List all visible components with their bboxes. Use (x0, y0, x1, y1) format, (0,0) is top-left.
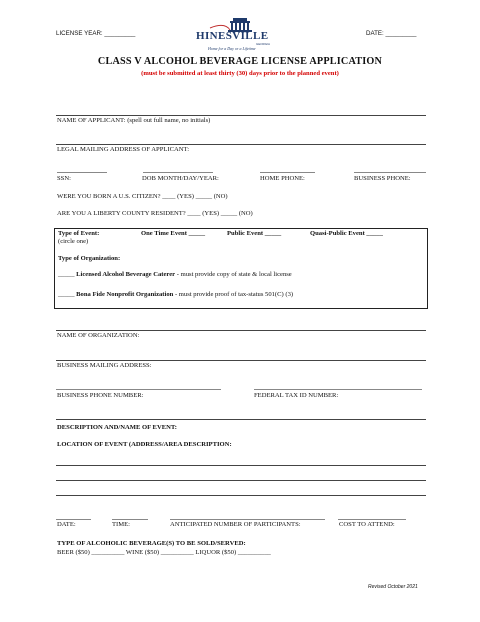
logo-tagline: Home for a Day or a Lifetime (208, 46, 256, 51)
location-line[interactable] (56, 465, 426, 466)
cost-line[interactable] (338, 519, 406, 520)
organization-type-label: Type of Organization: (58, 255, 121, 262)
divider (56, 360, 426, 361)
city-logo (190, 16, 290, 56)
beverage-type-heading: TYPE OF ALCOHOLIC BEVERAGE(S) TO BE SOLD/SERVED: (57, 540, 246, 547)
business-phone-line[interactable] (354, 172, 426, 173)
license-year-field[interactable]: LICENSE YEAR: _________ (56, 30, 136, 37)
caterer-note: - must provide copy of state & local license (175, 271, 292, 278)
divider (56, 144, 426, 145)
event-type-box (54, 228, 428, 309)
event-time-line[interactable] (112, 519, 148, 520)
participants-line[interactable] (170, 519, 325, 520)
circle-one-note: (circle one) (58, 238, 89, 245)
nonprofit-option[interactable] (58, 291, 293, 298)
caterer-blank: _____ (58, 271, 77, 278)
nonprofit-label: Bona Fide Nonprofit Organization (76, 291, 174, 298)
divider (56, 115, 426, 116)
location-line[interactable] (56, 495, 426, 496)
business-phone-number-line[interactable] (56, 389, 221, 390)
us-citizen-question[interactable]: WERE YOU BORN A U.S. CITIZEN? ____ (YES) _____ (NO) (57, 193, 228, 200)
ssn-line[interactable] (57, 172, 107, 173)
business-phone-label: BUSINESS PHONE: (354, 175, 411, 182)
applicant-name-field[interactable]: NAME OF APPLICANT: (spell out full name, no initials) (57, 117, 211, 124)
caterer-label: Licensed Alcohol Beverage Caterer (76, 271, 176, 278)
beverage-options[interactable]: BEER ($50) __________ WINE ($50) __________ LIQUOR ($50) __________ (57, 549, 271, 556)
event-type-label: Type of Event: (58, 230, 100, 237)
federal-tax-id-line[interactable] (254, 389, 422, 390)
date-field[interactable]: DATE: _________ (366, 30, 417, 37)
event-date-line[interactable] (56, 519, 91, 520)
one-time-event-option[interactable]: One Time Event _____ (141, 230, 206, 237)
nonprofit-blank: _____ (58, 291, 77, 298)
quasi-public-event-option[interactable]: Quasi-Public Event _____ (310, 230, 383, 237)
ssn-label: SSN: (57, 175, 71, 182)
applicant-mailing-field[interactable]: LEGAL MAILING ADDRESS OF APPLICANT: (57, 146, 190, 153)
divider (56, 419, 426, 420)
event-time-label: TIME: (112, 521, 130, 528)
federal-tax-id-label: FEDERAL TAX ID NUMBER: (254, 392, 339, 399)
business-phone-number-label: BUSINESS PHONE NUMBER: (57, 392, 144, 399)
divider (56, 330, 426, 331)
revised-date: Revised October 2021 (368, 584, 418, 590)
dob-line[interactable] (143, 172, 213, 173)
nonprofit-note: - must provide proof of tax-status 501(C) (3) (173, 291, 294, 298)
logo-text: HINESVILLE (196, 30, 269, 42)
event-location-field[interactable]: LOCATION OF EVENT (ADDRESS/AREA DESCRIPTION: (57, 441, 232, 448)
event-description-field[interactable]: DESCRIPTION AND/NAME OF EVENT: (57, 424, 177, 431)
location-line[interactable] (56, 480, 426, 481)
logo-sub: GEORGIA (256, 42, 271, 46)
dob-label: DOB MONTH/DAY/YEAR: (142, 175, 219, 182)
page-subtitle: (must be submitted at least thirty (30) days prior to the planned event) (141, 70, 339, 77)
home-phone-line[interactable] (260, 172, 315, 173)
business-mailing-field[interactable]: BUSINESS MAILING ADDRESS: (57, 362, 152, 369)
organization-name-field[interactable]: NAME OF ORGANIZATION: (57, 332, 140, 339)
home-phone-label: HOME PHONE: (260, 175, 305, 182)
event-date-label: DATE: (57, 521, 76, 528)
participants-label: ANTICIPATED NUMBER OF PARTICIPANTS: (170, 521, 301, 528)
liberty-resident-question[interactable]: ARE YOU A LIBERTY COUNTY RESIDENT? ____ (YES) _____ (NO) (57, 210, 253, 217)
page-title: CLASS V ALCOHOL BEVERAGE LICENSE APPLICATION (97, 56, 383, 67)
caterer-option[interactable] (58, 271, 292, 278)
public-event-option[interactable]: Public Event _____ (227, 230, 282, 237)
cost-label: COST TO ATTEND: (339, 521, 395, 528)
